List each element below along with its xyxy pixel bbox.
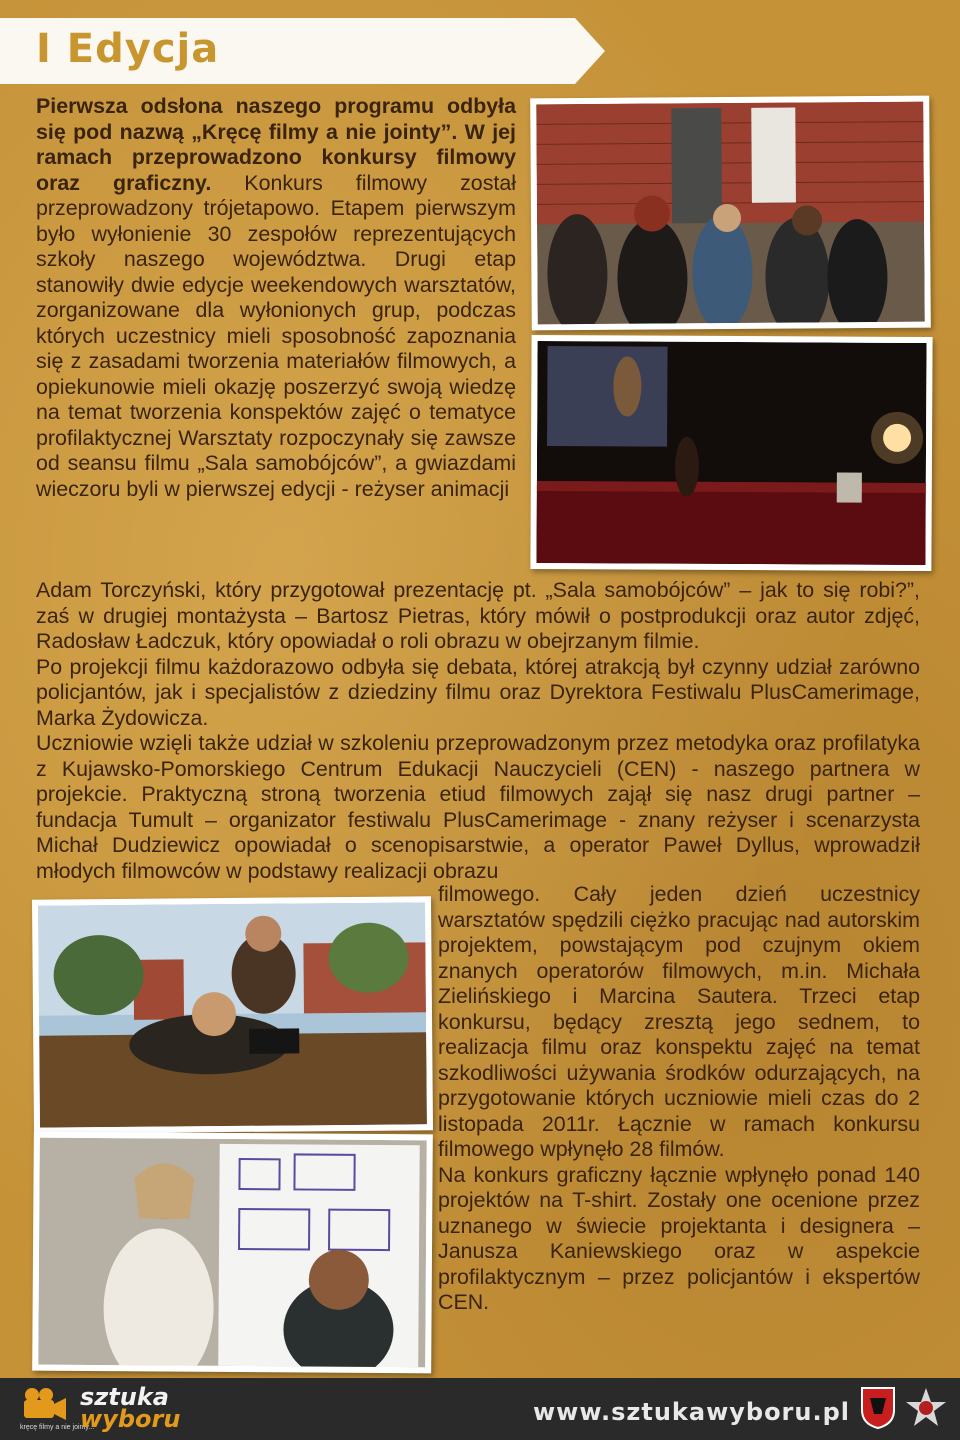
logo-line-1: sztuka [80, 1383, 169, 1411]
website-url[interactable]: www.sztukawyboru.pl [533, 1398, 850, 1426]
police-star-icon [904, 1386, 948, 1430]
article-column-top [36, 94, 516, 502]
photo-crowd-outside [530, 96, 931, 331]
sztuka-wyboru-logo [80, 1383, 181, 1433]
footer-bar [0, 1378, 960, 1440]
body-paragraph-1: Konkurs filmowy został przeprowadzony trójetapowo. Etapem pierwszym było wyłonienie 30 zespołów reprezentujących szkoły naszego województwa. Drugi etap stanowiły dwie edycje weekendowych warsztatów, zorganizowane dla wyłonionych grup, podczas których uczestnicy mieli sposobność zapoznania się z zasadami tworzenia materiałów filmowych, a opiekunowie mieli okazję poszerzyć swoją wiedzę na temat tworzenia konspektów zajęć o tematyce profilaktycznej Warsztaty rozpoczynały się zawsze od seansu filmu „Sala samobójców”, a gwiazdami wieczoru byli w pierwszej edycji - reżyser animacji [36, 170, 516, 501]
body-paragraph-5: filmowego. Cały jeden dzień uczestnicy warsztatów spędzili ciężko pracując nad autorskim projektem, powstającym pod czujnym okiem znanych operatorów filmowych, m.in. Michała Zielińskiego i Marcina Sautera. Trzeci etap konkursu, będący zresztą jego sednem, to realizacja filmu oraz konspektu zajęć na temat szkodliwości używania środków odurzających, na przygotowanie których uczniowie mieli czas do 2 listopada 2011r. Łącznie w ramach konkursu filmowego wpłynęło 28 filmów. [438, 882, 920, 1161]
article-column-wide [36, 578, 920, 884]
film-camera-icon [20, 1386, 68, 1422]
voivodeship-crest-icon [860, 1386, 896, 1430]
logo-tagline: kręcę filmy a nie jointy... [20, 1424, 95, 1431]
page-title: I Edycja [36, 26, 220, 72]
photo-cinema-stage [530, 335, 932, 571]
intro-paragraph: Pierwsza odsłona naszego programu odbyła się pod nazwą „Kręcę filmy a nie jointy”. W jej ramach przeprowadzono konkursy filmowy oraz graficzny. [36, 94, 516, 195]
body-paragraph-4: Uczniowie wzięli także udział w szkoleniu przeprowadzonym przez metodyka oraz profilatyka z Kujawsko-Pomorskiego Centrum Edukacji Nauczycieli (CEN) - naszego partnera w projekcie. Praktyczną stroną tworzenia etiud filmowych zajął się nasz drugi partner – fundacja Tumult – organizator festiwalu PlusCamerimage - znany reżyser i scenarzysta Michał Dudziewicz opowiadał o scenopisarstwie, a operator Paweł Dyllus, wprowadził młodych filmowców w podstawy realizacji obrazu [36, 731, 920, 883]
photo-workshop-flipchart [32, 1132, 433, 1374]
body-paragraph-3: Po projekcji filmu każdorazowo odbyła się debata, której atrakcją był czynny udział zarówno policjantów, jak i specjalistów z dziedziny filmu oraz Dyrektora Festiwalu PlusCamerimage, Marka Żydowicza. [36, 654, 920, 730]
article-column-bottom [438, 882, 920, 1316]
photo-students-filming [32, 896, 433, 1133]
logo-line-2: wyboru [80, 1405, 181, 1433]
body-paragraph-2: Adam Torczyński, który przygotował prezentację pt. „Sala samobójców” – jak to się robi?”, zaś w drugiej montażysta – Bartosz Pietras, który mówił o postprodukcji oraz autor zdjęć, Radosław Ładczuk, który opowiadał o roli obrazu w obejrzanym filmie. [36, 578, 920, 653]
body-paragraph-6: Na konkurs graficzny łącznie wpłynęło ponad 140 projektów na T-shirt. Zostały one ocenione przez uznanego w świecie projektanta i designera – Janusza Kaniewskiego oraz w aspekcie profilaktycznym – przez policjantów i ekspertów CEN. [438, 1162, 920, 1314]
